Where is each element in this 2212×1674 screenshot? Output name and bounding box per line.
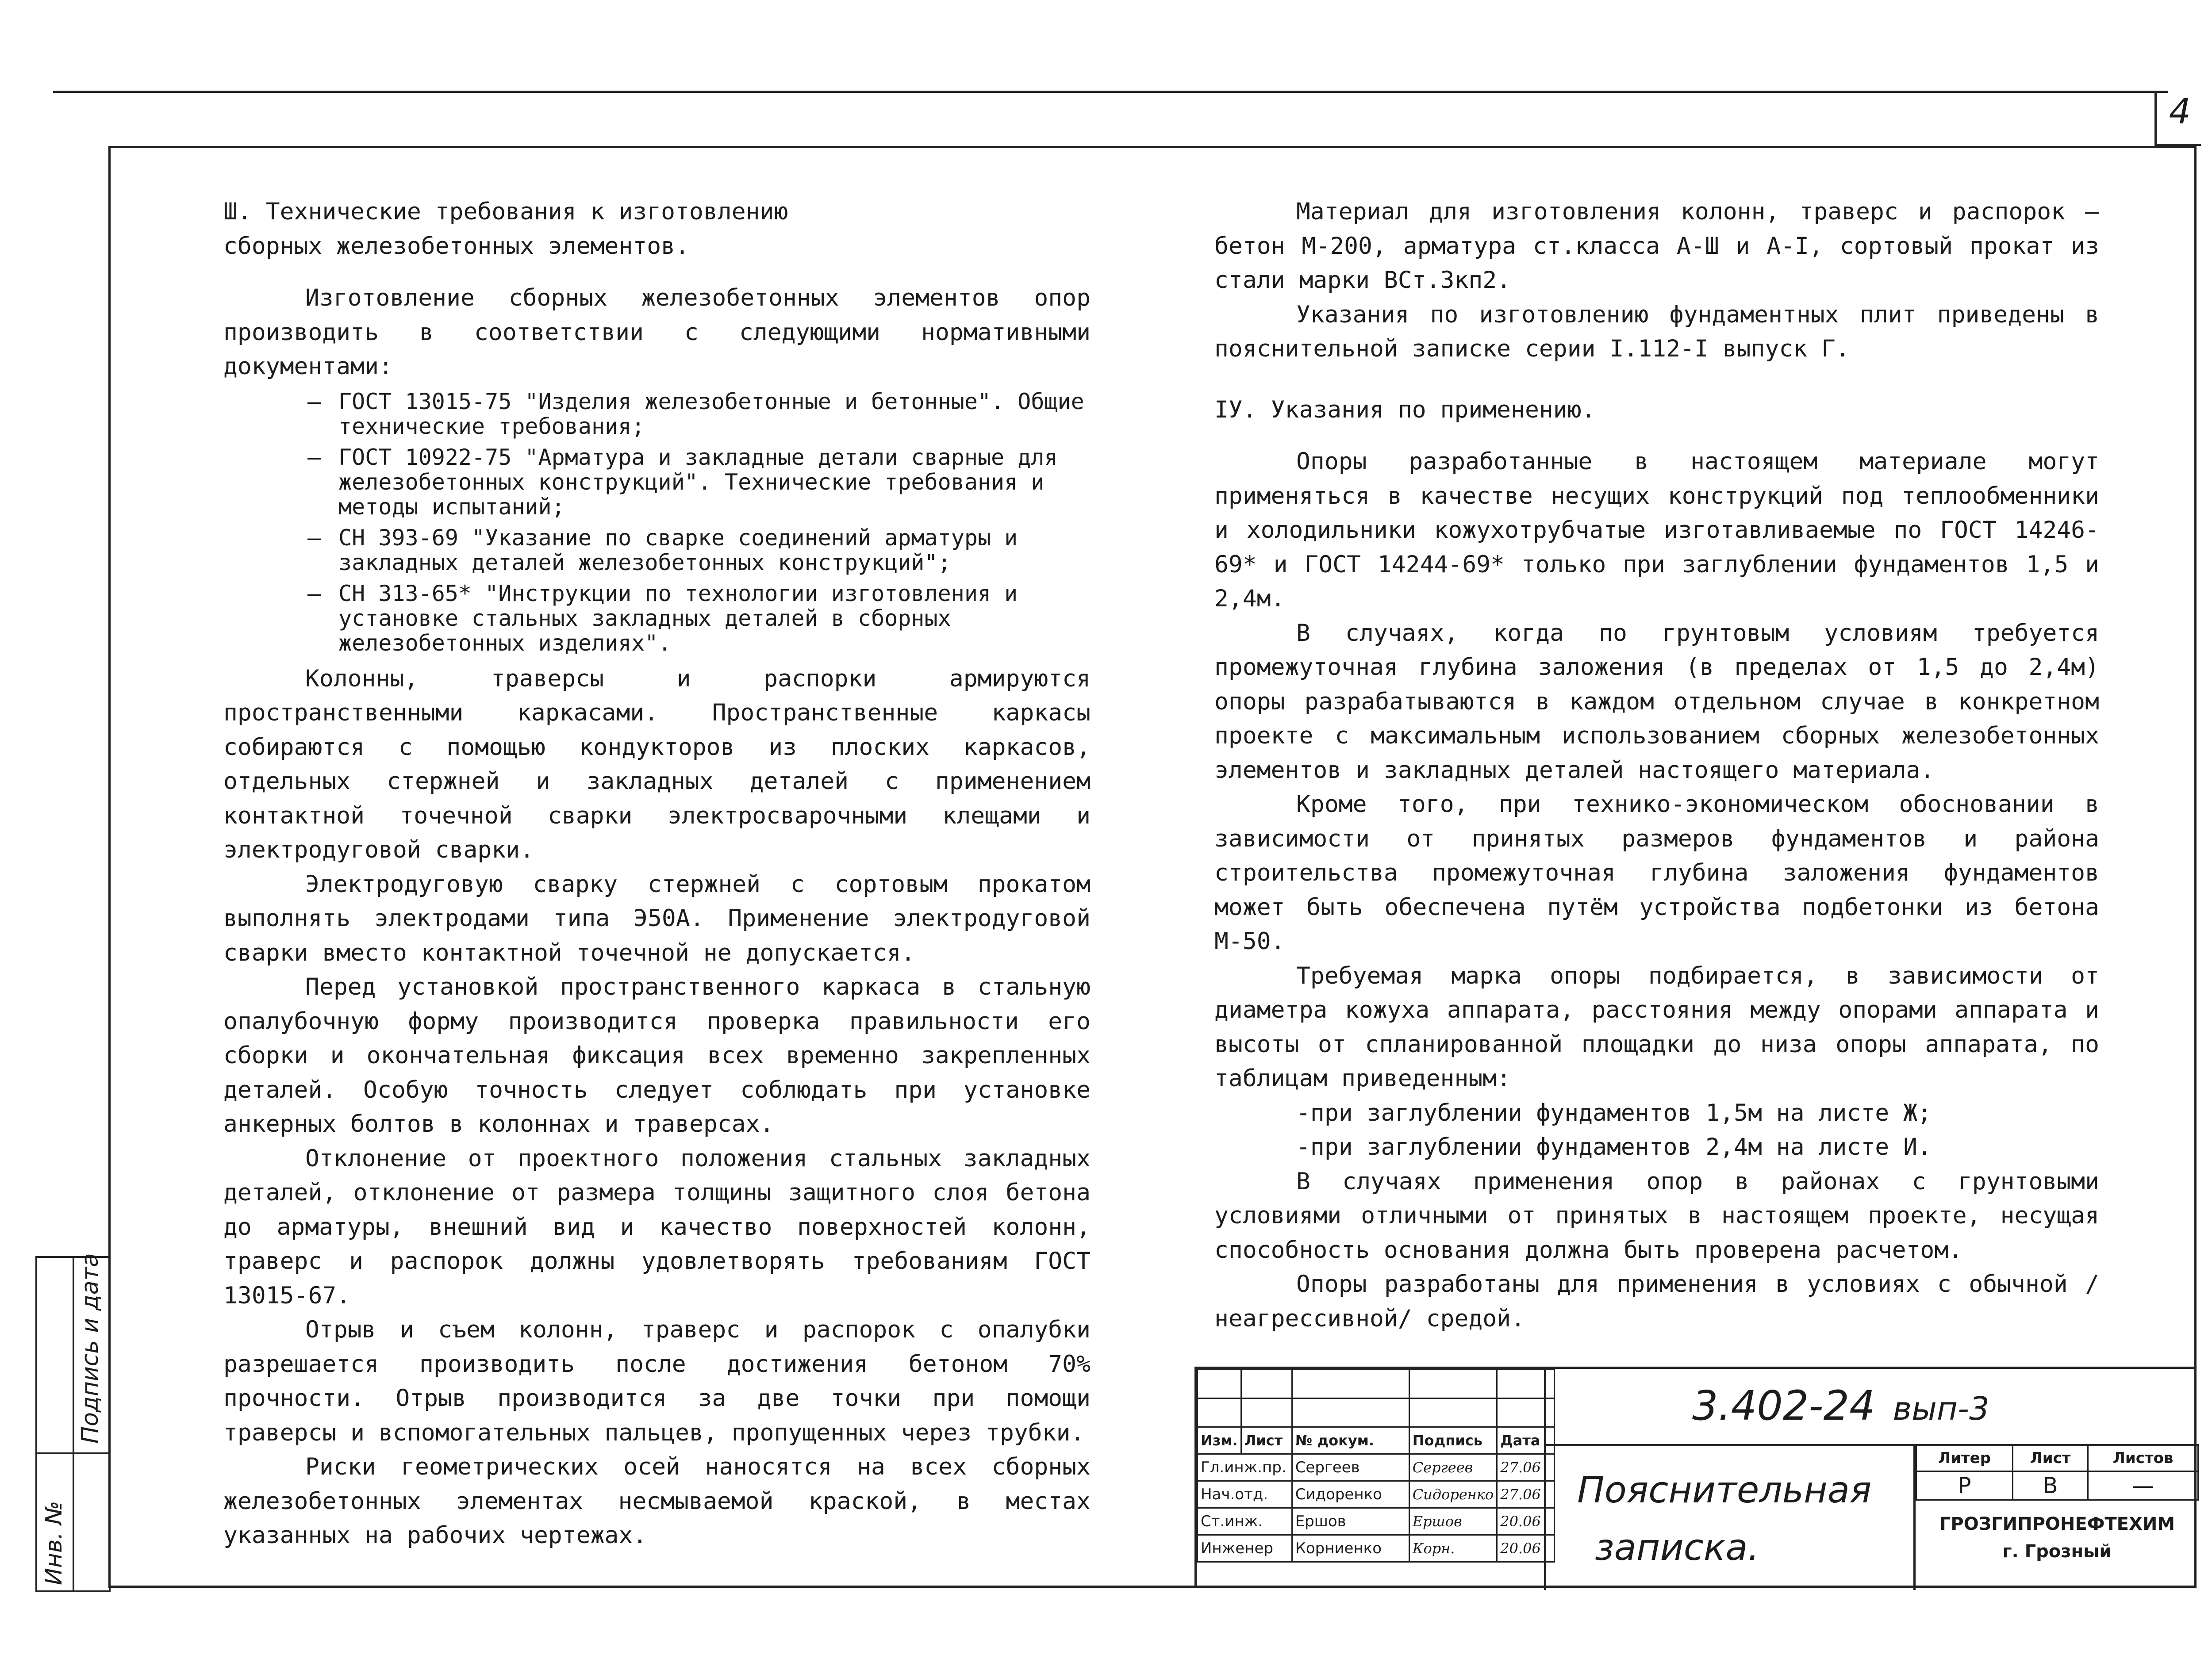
paragraph-selection: Требуемая марка опоры подбирается, в зависимости от диаметра кожуха аппарата, расстояния между опорами аппарата и высоты от спланированной площадки до низа опоры аппарата, по таблицам приведенным: xyxy=(1214,962,2099,1092)
normative-docs-list xyxy=(223,389,1091,655)
paragraph-environment: Опоры разработаны для применения в условиях с обычной /неагрессивной/ средой. xyxy=(1214,1271,2099,1332)
litera-label: Литер xyxy=(1916,1445,2013,1471)
issue-number: вып-3 xyxy=(1893,1390,1989,1427)
paragraph-demolding: Отрыв и съем колонн, траверс и распорок с опалубки разрешается производить после достижения бетоном 70% прочности. Отрыв производится за две точки при помощи траверсы и вспомогательных пальцев, пропущенных через трубки. xyxy=(223,1316,1091,1446)
side-stamp xyxy=(35,1253,111,1592)
handwritten-signature: Сидоренко xyxy=(1409,1481,1497,1508)
paragraph-materials: Материал для изготовления колонн, траверс и распорок – бетон М-200, арматура ст.класса А-Ш и А-I, сортовый прокат из стали марки ВСт.3кп2. xyxy=(1214,198,2099,294)
signature-row: Гл.инж.пр. Сергеев Сергеев 27.06 xyxy=(1198,1454,1555,1481)
sheet-label: Лист xyxy=(2012,1445,2088,1471)
paragraph-formwork: Перед установкой пространственного каркаса в стальную опалубочную форму производится проверка правильности его сборки и окончательная фиксация всех временно закрепленных деталей. Особую точность следует соблюдать при установке анкерных болтов в колоннах и траверсах. xyxy=(223,973,1091,1138)
sheet-info xyxy=(1913,1444,2199,1590)
sheets-total-value: — xyxy=(2088,1471,2198,1500)
doc-item: – ГОСТ 13015-75 "Изделия железобетонные и бетонные". Общие технические требования; xyxy=(307,389,1091,439)
paragraph-foundation-plates: Указания по изготовлению фундаментных плит приведены в пояснительной записке серии I.112-I выпуск Г. xyxy=(1214,301,2099,362)
organization-city: г. Грозный xyxy=(2002,1541,2112,1562)
signature-row: Ст.инж. Ершов Ершов 20.06 xyxy=(1198,1508,1555,1535)
signature-row: Инженер Корниенко Корн. 20.06 xyxy=(1198,1535,1555,1562)
handwritten-signature: Корн. xyxy=(1409,1535,1497,1562)
section-3-heading-line-2: сборных железобетонных элементов. xyxy=(223,232,689,260)
handwritten-signature: Сергеев xyxy=(1409,1454,1497,1481)
paragraph-application: Опоры разработанные в настоящем материале могут применяться в качестве несущих конструкций под теплообменники и холодильники кожухотрубчатые изготавливаемые по ГОСТ 14246-69* и ГОСТ 14244-69* только при заглублении фундаментов 1,5 и 2,4м. xyxy=(1214,448,2099,612)
signature-table xyxy=(1197,1369,1555,1563)
paragraph-intermediate-depth: В случаях, когда по грунтовым условиям требуется промежуточная глубина заложения (в пределах от 1,5 до 2,4м) опоры разрабатываются в каждом отдельном случае в конкретном проекте с максимальным использованием сборных железобетонных элементов и закладных деталей настоящего материала. xyxy=(1214,619,2099,784)
list-depth-1-5: -при заглублении фундаментов 1,5м на листе Ж; xyxy=(1296,1099,1932,1126)
signature-date-label: Подпись и дата xyxy=(77,1253,104,1444)
doc-item: – СН 313-65* "Инструкции по технологии изготовления и установке стальных закладных деталей в сборных железобетонных изделиях". xyxy=(307,581,1091,655)
signature-row: Нач.отд. Сидоренко Сидоренко 27.06 xyxy=(1198,1481,1555,1508)
right-column xyxy=(1214,195,2099,1336)
inventory-number-label: Инв. № xyxy=(41,1501,67,1585)
section-4-heading: IУ. Указания по применению. xyxy=(1214,396,1596,423)
sheet-value: В xyxy=(2012,1471,2088,1500)
litera-value: Р xyxy=(1916,1471,2013,1500)
doc-item: – ГОСТ 10922-75 "Арматура и закладные детали сварные для железобетонных конструкций". Технические требования и методы испытаний; xyxy=(307,445,1091,519)
left-column xyxy=(223,195,1091,1553)
handwritten-signature: Ершов xyxy=(1409,1508,1497,1535)
paragraph-feasibility: Кроме того, при технико-экономическом обосновании в зависимости от принятых размеров фундаментов и района строительства промежуточная глубина заложения фундаментов может быть обеспечена путём устройства подбетонки из бетона М-50. xyxy=(1214,791,2099,955)
organization: ГРОЗГИПРОНЕФТЕХИМ г. Грозный xyxy=(1916,1510,2199,1565)
paragraph-tolerance: Отклонение от проектного положения стальных закладных деталей, отклонение от размера толщины защитного слоя бетона до арматуры, внешний вид и качество поверхностей колонн, траверс и распорок должны удовлетворять требованиям ГОСТ 13015-67. xyxy=(223,1145,1091,1309)
paragraph-welding: Электродуговую сварку стержней с сортовым прокатом выполнять электродами типа Э50А. Применение электродуговой сварки вместо контактной точечной не допускается. xyxy=(223,870,1091,966)
section-3-heading-line-1: Ш. Технические требования к изготовлению xyxy=(223,198,788,225)
signature-table-header: Изм. Лист № докум. Подпись Дата xyxy=(1198,1427,1555,1454)
sheets-total-label: Листов xyxy=(2088,1445,2198,1471)
intro-paragraph: Изготовление сборных железобетонных элементов опор производить в соответствии с следующими нормативными документами: xyxy=(223,284,1091,380)
title-block xyxy=(1194,1367,2197,1588)
page-number: 4 xyxy=(2169,92,2191,132)
paragraph-axis-marks: Риски геометрических осей наносятся на всех сборных железобетонных элементах несмываемой краской, в местах указанных на рабочих чертежах. xyxy=(223,1453,1091,1549)
document-code: 3.402-24 вып-3 xyxy=(1692,1382,1989,1429)
paragraph-soil-conditions: В случаях применения опор в районах с грунтовыми условиями отличными от принятых в настоящем проекте, несущая способность основания должна быть проверена расчетом. xyxy=(1214,1168,2099,1264)
list-depth-2-4: -при заглублении фундаментов 2,4м на листе И. xyxy=(1296,1134,1932,1161)
top-border-line xyxy=(53,91,2168,93)
document-title: Пояснительная записка. xyxy=(1577,1469,1872,1569)
paragraph-frames: Колонны, траверсы и распорки армируются пространственными каркасами. Пространственные каркасы собираются с помощью кондукторов из плоских каркасов, отдельных стержней и закладных деталей с применением контактной точечной сварки электросварочными клещами и электродуговой сварки. xyxy=(223,665,1091,863)
doc-item: – СН 393-69 "Указание по сварке соединений арматуры и закладных деталей железобетонных конструкций"; xyxy=(307,525,1091,575)
